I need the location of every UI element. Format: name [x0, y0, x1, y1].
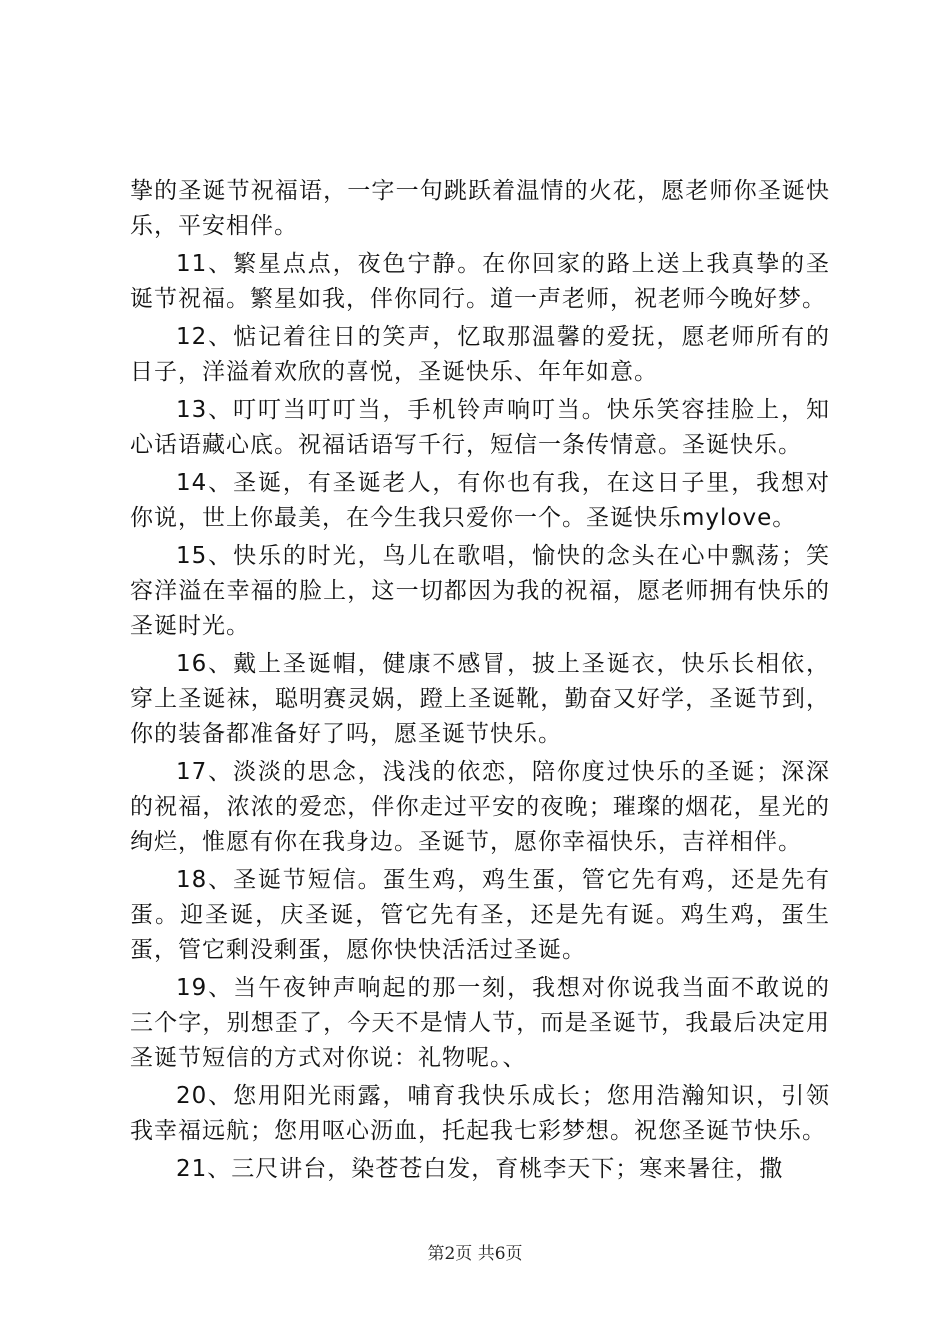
paragraph-18: 18、圣诞节短信。蛋生鸡，鸡生蛋，管它先有鸡，还是先有蛋。迎圣诞，庆圣诞，管它先有圣，还是先有诞。鸡生鸡，蛋生蛋，管它剩没剩蛋，愿你快快活活过圣诞。	[130, 867, 830, 963]
paragraph-20: 20、您用阳光雨露，哺育我快乐成长；您用浩瀚知识，引领我幸福远航；您用呕心沥血，托起我七彩梦想。祝您圣诞节快乐。	[130, 1083, 830, 1144]
page-footer	[0, 1239, 950, 1264]
document-body	[130, 174, 830, 1187]
paragraph-19: 19、当午夜钟声响起的那一刻，我想对你说我当面不敢说的三个字，别想歪了，今天不是情人节，而是圣诞节，我最后决定用圣诞节短信的方式对你说：礼物呢。、	[130, 975, 830, 1071]
paragraph-16: 16、戴上圣诞帽，健康不感冒，披上圣诞衣，快乐长相依，穿上圣诞袜，聪明赛灵娲，蹬上圣诞靴，勤奋又好学，圣诞节到，你的装备都准备好了吗，愿圣诞节快乐。	[130, 651, 830, 747]
paragraph-13: 13、叮叮当叮叮当，手机铃声响叮当。快乐笑容挂脸上，知心话语藏心底。祝福话语写千行，短信一条传情意。圣诞快乐。	[130, 397, 830, 458]
paragraph-21: 21、三尺讲台，染苍苍白发，育桃李天下；寒来暑往，撒	[176, 1156, 784, 1182]
paragraph-12: 12、惦记着往日的笑声，忆取那温馨的爱抚，愿老师所有的日子，洋溢着欢欣的喜悦，圣诞快乐、年年如意。	[130, 324, 830, 385]
paragraph-15: 15、快乐的时光，鸟儿在歌唱，愉快的念头在心中飘荡；笑容洋溢在幸福的脸上，这一切都因为我的祝福，愿老师拥有快乐的圣诞时光。	[130, 543, 830, 639]
paragraph-14: 14、圣诞，有圣诞老人，有你也有我，在这日子里，我想对你说，世上你最美，在今生我只爱你一个。圣诞快乐mylove。	[130, 470, 830, 531]
paragraph-11: 11、繁星点点，夜色宁静。在你回家的路上送上我真挚的圣诞节祝福。繁星如我，伴你同行。道一声老师，祝老师今晚好梦。	[130, 251, 830, 312]
paragraph-17: 17、淡淡的思念，浅浅的依恋，陪你度过快乐的圣诞；深深的祝福，浓浓的爱恋，伴你走过平安的夜晚；璀璨的烟花，星光的绚烂，惟愿有你在我身边。圣诞节，愿你幸福快乐，吉祥相伴。	[130, 759, 830, 855]
paragraph-continued: 挚的圣诞节祝福语，一字一句跳跃着温情的火花，愿老师你圣诞快乐，平安相伴。	[130, 178, 830, 239]
page-number-label: 第2页 共6页	[427, 1244, 523, 1264]
